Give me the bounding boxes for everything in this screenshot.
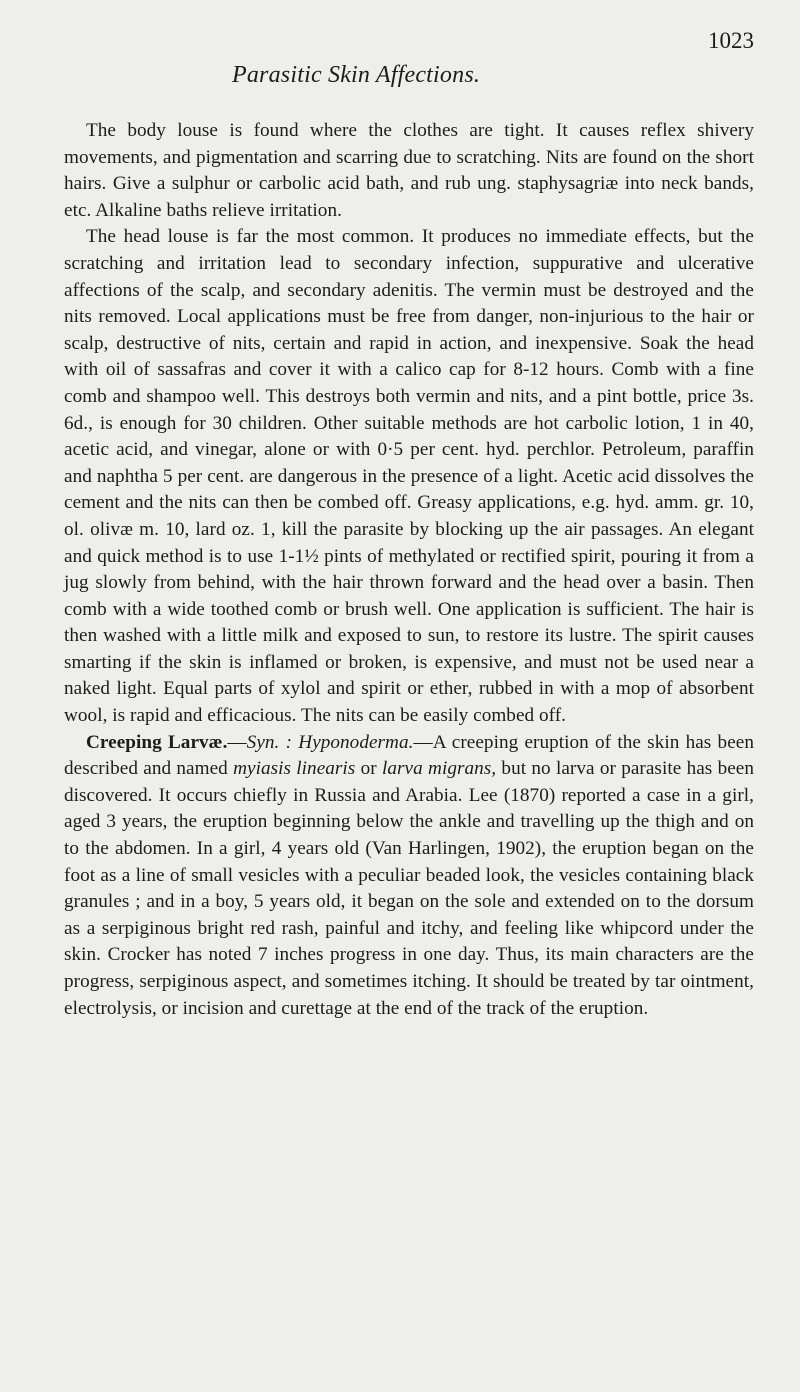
paragraph-head-louse: The head louse is far the most common. It produces no immediate effects, but the scratching and irritation lead to secondary infection, suppurative and ulcerative affections of the scalp, and secondary adenitis. The vermin must be destroyed and the nits removed. Local applications must be free from danger, non-injurious to the hair or scalp, destructive of nits, certain and rapid in action, and inexpensive. Soak the head with oil of sassafras and cover it with a calico cap for 8-12 hours. Comb with a fine comb and shampoo well. This destroys both vermin and nits, and a pint bottle, price 3s. 6d., is enough for 30 children. Other suitable methods are hot carbolic lotion, 1 in 40, acetic acid, and vinegar, alone or with 0·5 per cent. hyd. perchlor. Petroleum, paraffin and naphtha 5 per cent. are dangerous in the presence of a light. Acetic acid dissolves the cement and the nits can then be combed off. Greasy applications, e.g. hyd. amm. gr. 10, ol. olivæ m. 10, lard oz. 1, kill the parasite by blocking up the air passages. An elegant and quick method is to use 1-1½ pints of methylated or rectified spirit, pouring it from a jug slowly from behind, with the hair thrown forward and the head over a basin. Then comb with a wide toothed comb or brush well. One application is sufficient. The hair is then washed with a little milk and exposed to sun, to restore its lustre. The spirit causes smarting if the skin is inflamed or broken, is expensive, and must not be used near a naked light. Equal parts of xylol and spirit or ether, rubbed in with a mop of absorbent wool, is rapid and efficacious. The nits can be easily combed off. [64, 226, 754, 727]
page-header [64, 22, 754, 88]
page-number: 1023 [708, 28, 754, 53]
heading-dash: — [227, 731, 247, 753]
paragraph-body-louse: The body louse is found where the clothes are tight. It causes reflex shivery movements, and pigmentation and scarring due to scratching. Nits are found on the short hairs. Give a sulphur or carbolic acid bath, and rub ung. staphysagriæ into neck bands, etc. Alkaline baths relieve irritation. [64, 120, 754, 221]
running-head: Parasitic Skin Affections. [232, 62, 481, 88]
term-myiasis-linearis: myiasis linearis [233, 758, 356, 780]
synonym-name: Hyponoderma. [298, 731, 414, 753]
section-heading-creeping-larvae: Creeping Larvæ. [86, 731, 228, 753]
body-text [64, 118, 754, 1022]
synonym-label: Syn. : [246, 731, 293, 753]
term-connector: or [355, 758, 382, 780]
larvae-lead-text: —A creeping eruption of the skin has been described and named [64, 731, 754, 780]
term-larva-migrans: larva migrans, [382, 758, 497, 780]
larvae-body-text: but no larva or parasite has been discovered. It occurs chiefly in Russia and Arabia. Lee (1870) reported a case in a girl, aged 3 years, the eruption beginning below the ankle and travelling up the thigh and on to the abdomen. In a girl, 4 years old (Van Harlingen, 1902), the eruption began on the foot as a line of small vesicles with a peculiar beaded look, the vesicles containing black granules ; and in a boy, 5 years old, it began on the sole and extended on to the dorsum as a serpiginous bright red rash, painful and itchy, and feeling like whipcord under the skin. Crocker has noted 7 inches progress in one day. Thus, its main characters are the progress, serpiginous aspect, and sometimes itching. It should be treated by tar ointment, electrolysis, or incision and curettage at the end of the track of the eruption. [64, 758, 754, 1019]
paragraph-creeping-larvae [64, 730, 754, 1023]
